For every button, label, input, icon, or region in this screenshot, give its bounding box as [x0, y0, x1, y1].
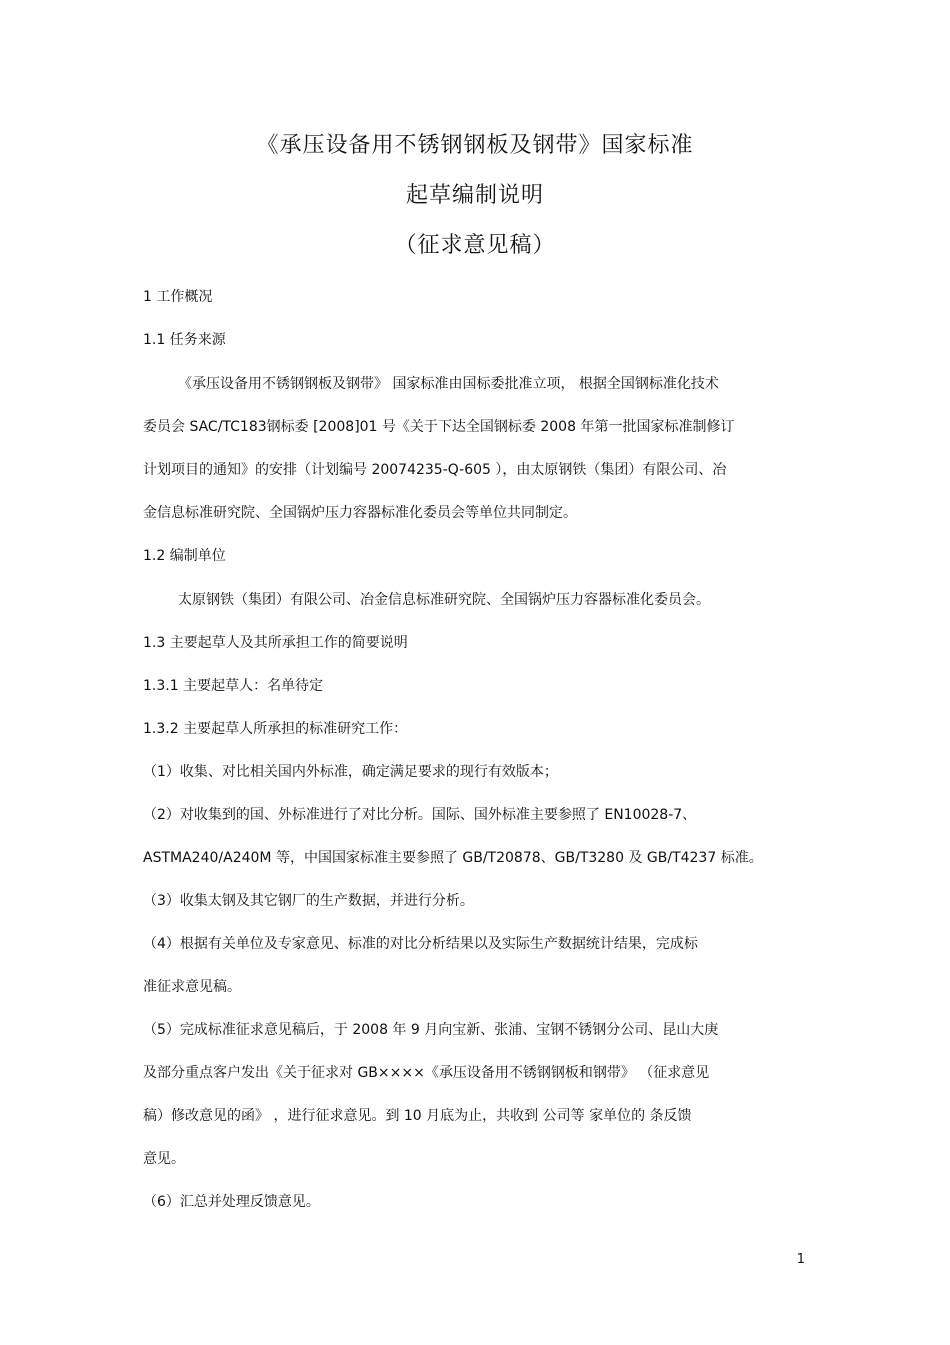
paragraph-task-source-line: 计划项目的通知》的安排（计划编号 20074235-Q-605 ），由太原钢铁（集团）有限公司、冶: [143, 462, 727, 478]
paragraph-task-source-line: 委员会 SAC/TC183钢标委 [2008]01 号《关于下达全国钢标委 2008 年第一批国家标准制修订: [143, 419, 735, 435]
list-item: （2）对收集到的国、外标准进行了对比分析。国际、国外标准主要参照了 EN10028-7、: [143, 807, 697, 823]
list-item-continued: 准征求意见稿。: [143, 979, 241, 995]
section-heading-1-1: 1.1 任务来源: [143, 332, 226, 348]
page-number: 1: [796, 1252, 805, 1267]
document-draft-note: （征求意见稿）: [394, 233, 556, 258]
list-item: （3）收集太钢及其它钢厂的生产数据，并进行分析。: [143, 893, 474, 909]
list-item-continued: 意见。: [143, 1151, 185, 1167]
paragraph-units: 太原钢铁（集团）有限公司、冶金信息标准研究院、全国锅炉压力容器标准化委员会。: [178, 592, 710, 608]
section-heading-1-2: 1.2 编制单位: [143, 548, 226, 564]
list-item: （1）收集、对比相关国内外标准，确定满足要求的现行有效版本；: [143, 764, 558, 780]
section-heading-1-3: 1.3 主要起草人及其所承担工作的简要说明: [143, 635, 408, 651]
document-subtitle: 起草编制说明: [405, 183, 544, 208]
list-item: （5）完成标准征求意见稿后，于 2008 年 9 月向宝新、张浦、宝钢不锈钢分公司、昆山大庚: [143, 1022, 719, 1038]
list-item-continued: 稿）修改意见的函》 ，进行征求意见。到 10 月底为止，共收到 公司等 家单位的 条反馈: [143, 1108, 692, 1124]
list-item: （4）根据有关单位及专家意见、标准的对比分析结果以及实际生产数据统计结果，完成标: [143, 936, 698, 952]
section-heading-1: 1 工作概况: [143, 289, 213, 305]
section-heading-1-3-2: 1.3.2 主要起草人所承担的标准研究工作：: [143, 721, 408, 737]
paragraph-task-source-line: 金信息标准研究院、全国锅炉压力容器标准化委员会等单位共同制定。: [143, 505, 577, 521]
paragraph-task-source-line: 《承压设备用不锈钢钢板及钢带》 国家标准由国标委批准立项， 根据全国钢标准化技术: [178, 376, 719, 392]
list-item: （6）汇总并处理反馈意见。: [143, 1194, 320, 1210]
document-title: 《承压设备用不锈钢钢板及钢带》国家标准: [256, 133, 694, 158]
list-item-continued: 及部分重点客户发出《关于征求对 GB××××《承压设备用不锈钢钢板和钢带》 （征求意见: [143, 1065, 710, 1081]
list-item-continued: ASTMA240/A240M 等，中国国家标准主要参照了 GB/T20878、GB/T3280 及 GB/T4237 标准。: [143, 850, 763, 866]
section-heading-1-3-1: 1.3.1 主要起草人：名单待定: [143, 678, 324, 694]
